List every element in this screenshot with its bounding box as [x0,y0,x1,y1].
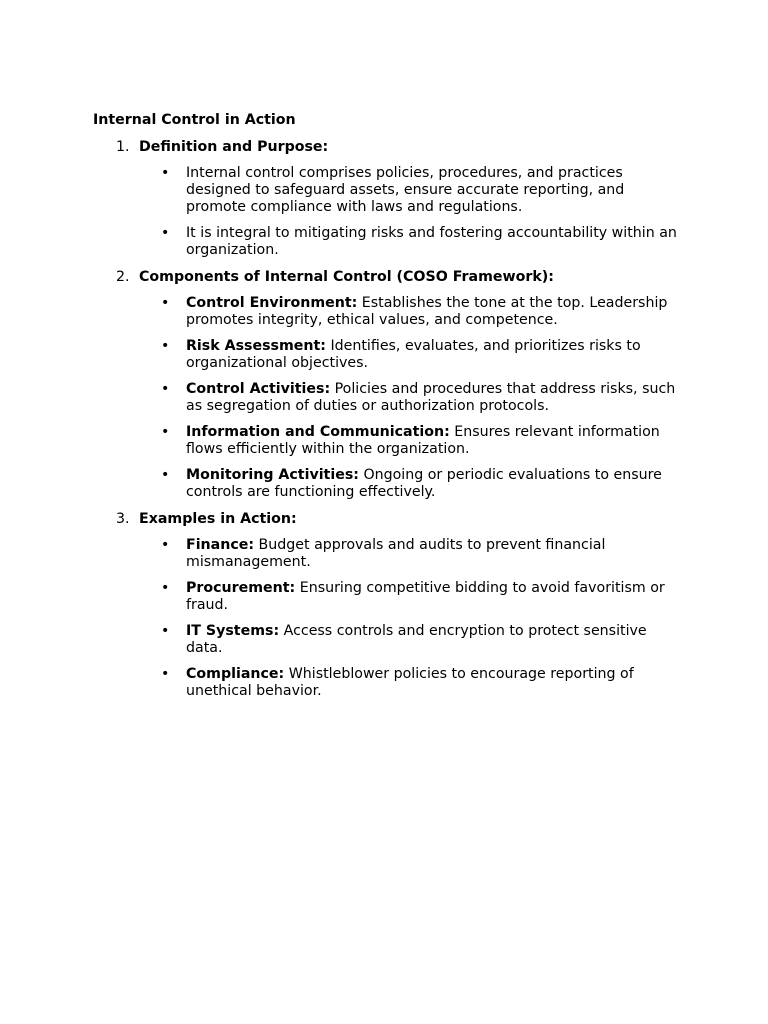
bullet-icon: • [161,338,170,354]
bullet-icon: • [161,537,170,553]
section-components [93,268,683,501]
bullet-list [93,537,683,700]
item-label: Monitoring Activities: [186,467,359,483]
section-heading [93,138,683,157]
list-item [93,467,683,501]
item-text: Ensuring competitive bidding to avoid favoritism or fraud. [186,580,665,613]
item-text: Budget approvals and audits to prevent financial mismanagement. [186,537,606,570]
list-item [93,338,683,372]
list-item [93,225,683,259]
item-label: Information and Communication: [186,424,450,440]
document-page [93,111,683,709]
section-heading-text: Components of Internal Control (COSO Framework): [139,269,554,285]
bullet-icon: • [161,295,170,311]
list-item [93,165,683,216]
item-text: Establishes the tone at the top. Leadership promotes integrity, ethical values, and competence. [186,295,668,328]
item-text: Access controls and encryption to protect sensitive data. [186,623,647,656]
list-item [93,580,683,614]
list-item [93,666,683,700]
bullet-icon: • [161,666,170,682]
item-label: IT Systems: [186,623,280,639]
section-heading-text: Examples in Action: [139,511,297,527]
item-label: Control Environment: [186,295,358,311]
section-heading [93,510,683,529]
bullet-icon: • [161,424,170,440]
bullet-icon: • [161,623,170,639]
item-text: Ongoing or periodic evaluations to ensure controls are functioning effectively. [186,467,662,500]
list-item [93,424,683,458]
item-text: Whistleblower policies to encourage reporting of unethical behavior. [186,666,634,699]
bullet-icon: • [161,580,170,596]
section-examples [93,510,683,700]
item-text: Identifies, evaluates, and prioritizes risks to organizational objectives. [186,338,641,371]
bullet-list [93,165,683,259]
bullet-list [93,295,683,501]
list-item [93,623,683,657]
section-number: 2. [116,269,130,285]
item-label: Procurement: [186,580,296,596]
item-label: Compliance: [186,666,285,682]
list-item [93,295,683,329]
bullet-icon: • [161,165,170,181]
list-item [93,537,683,571]
section-definition [93,138,683,259]
item-label: Control Activities: [186,381,331,397]
list-item [93,381,683,415]
item-text: It is integral to mitigating risks and fostering accountability within an organization. [186,225,677,258]
bullet-icon: • [161,381,170,397]
item-label: Finance: [186,537,255,553]
section-heading-text: Definition and Purpose: [139,139,329,155]
section-number: 1. [116,139,130,155]
bullet-icon: • [161,225,170,241]
item-label: Risk Assessment: [186,338,326,354]
document-title: Internal Control in Action [93,112,296,128]
item-text: Ensures relevant information flows efficiently within the organization. [186,424,660,457]
section-number: 3. [116,511,130,527]
item-text: Internal control comprises policies, procedures, and practices designed to safeguard assets, ensure accurate reporting, and promote compliance with laws and regulations. [186,165,625,215]
bullet-icon: • [161,467,170,483]
section-heading [93,268,683,287]
item-text: Policies and procedures that address risks, such as segregation of duties or authorization protocols. [186,381,676,414]
